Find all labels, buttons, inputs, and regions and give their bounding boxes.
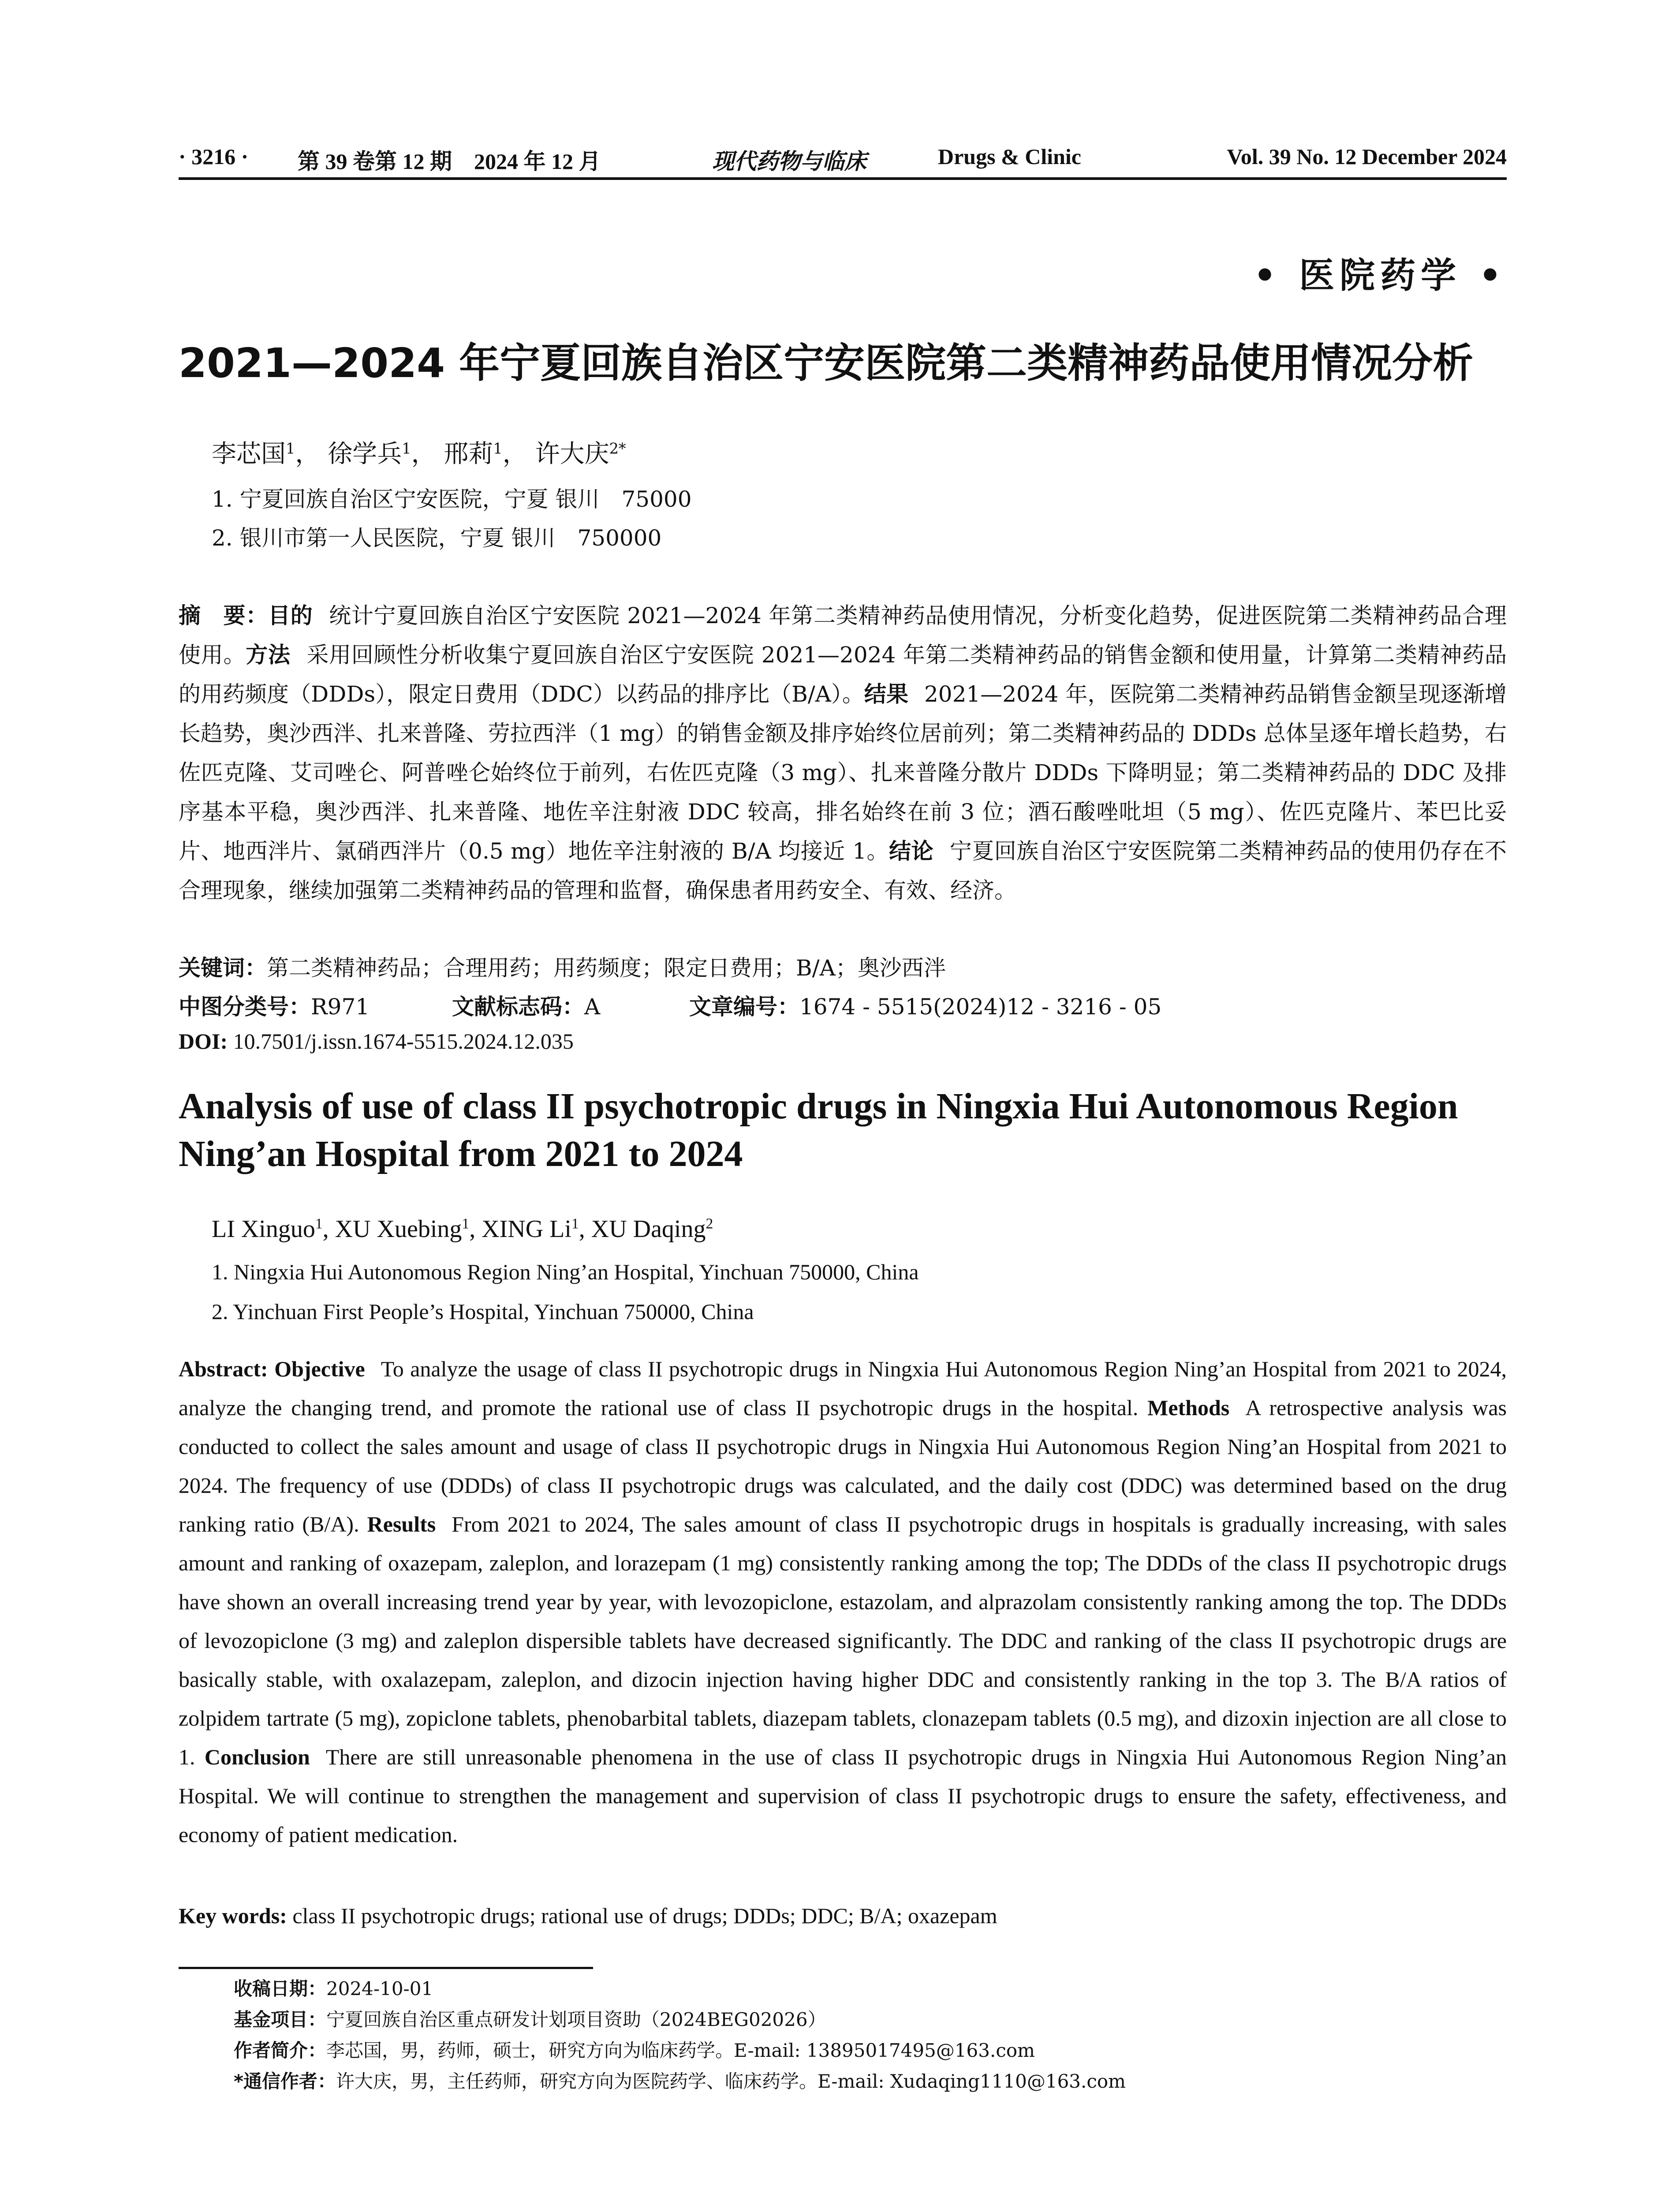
author-affil-mark: 1 [315, 1215, 323, 1232]
footnote-text: 李芯国，男，药师，硕士，研究方向为临床药学。E-mail: 13895017495@163.com [326, 2040, 1035, 2061]
footnote-label: 收稿日期： [234, 1978, 327, 1999]
results-label: Results [367, 1512, 436, 1536]
conclusion-text: There are still unreasonable phenomena in the use of class II psychotropic drugs in Ningxia Hui Autonomous Region Ning’an Hospital. We will continue to strengthen the management and supervision of class II psychotropic drugs to ensure the safety, effectiveness, and economy of patient medication. [179, 1745, 1507, 1847]
keywords-cn [179, 950, 946, 982]
author-affil-mark: 1 [493, 440, 503, 457]
objective-text: To analyze the usage of class II psychotropic drugs in Ningxia Hui Autonomous Region Ning’an Hospital from 2021 to 2024, analyze the changing trend, and promote the rational use of class II psychotropic drugs in the hospital. [179, 1357, 1507, 1420]
affiliation-cn: 2. 银川市第一人民医院，宁夏 银川 750000 [212, 525, 662, 551]
footnote-funding [234, 2004, 1126, 2035]
doi-label: DOI: [179, 1029, 228, 1054]
results-text: From 2021 to 2024, The sales amount of class II psychotropic drugs in hospitals is gradually increasing, with sales amount and ranking of oxazepam, zaleplon, and lorazepam (1 mg) consistently ranking among the top; The DDDs of the class II psychotropic drugs have shown an overall increasing trend year by year, with levozopiclone, estazolam, and alprazolam consistently ranking among the top. The DDDs of levozopiclone (3 mg) and zaleplon dispersible tablets have decreased significantly. The DDC and ranking of the class II psychotropic drugs are basically stable, with oxalazepam, zaleplon, and dizocin injection having higher DDC and consistently ranking in the top 3. The B/A ratios of zolpidem tartrate (5 mg), zopiclone tablets, phenobarbital tablets, diazepam tablets, clonazepam tablets (0.5 mg), and dizoxin injection are all close to 1. [179, 1512, 1507, 1769]
footnotes [234, 1973, 1126, 2097]
footnote-received [234, 1973, 1126, 2004]
abstract-label: Abstract: [179, 1357, 268, 1381]
affiliation-en: 2. Yinchuan First People’s Hospital, Yinchuan 750000, China [212, 1299, 754, 1324]
clc-value: R971 [311, 994, 370, 1020]
conclusion-label: Conclusion [204, 1745, 310, 1769]
abstract-cn [179, 596, 1507, 910]
author-name: XING Li [482, 1215, 571, 1243]
author-name: XU Daqing [591, 1215, 706, 1243]
clc-label: 中图分类号： [179, 994, 311, 1020]
article-title-cn: 2021—2024 年宁夏回族自治区宁安医院第二类精神药品使用情况分析 [179, 340, 1474, 387]
article-number-label: 文章编号： [689, 994, 799, 1020]
author-affil-mark: 2* [609, 440, 626, 457]
author-affil-mark: 1 [286, 440, 295, 457]
methods-text: 采用回顾性分析收集宁夏回族自治区宁安医院 2021—2024 年第二类精神药品的销售金额和使用量，计算第二类精神药品的用药频度（DDDs），限定日费用（DDC）以药品的排序比（B/A）。 [179, 642, 1507, 707]
conclusion-label: 结论 [889, 838, 934, 864]
abstract-label: 摘 要： [179, 603, 268, 628]
author-affil-mark: 1 [402, 440, 411, 457]
author-name: 徐学兵 [328, 440, 402, 468]
journal-name-en: Drugs & Clinic [938, 144, 1081, 169]
doi-line [179, 1028, 574, 1054]
classification-line [179, 989, 1161, 1021]
author-name: 李芯国 [212, 440, 286, 468]
author-affil-mark: 2 [706, 1215, 713, 1232]
abstract-en [179, 1349, 1507, 1854]
methods-label: 方法 [246, 642, 291, 668]
footnote-text: 2024-10-01 [326, 1978, 433, 1999]
footnote-corresponding-author [234, 2066, 1126, 2097]
author-name: XU Xuebing [335, 1215, 462, 1243]
keywords-en [179, 1903, 997, 1928]
running-header [179, 142, 1507, 180]
methods-label: Methods [1147, 1395, 1230, 1420]
page-number: · 3216 · [179, 144, 249, 169]
article-title-en: Analysis of use of class II psychotropic drugs in Ningxia Hui Autonomous Region Ning’an Hospital from 2021 to 2024 [179, 1086, 1458, 1174]
keywords-text: class II psychotropic drugs; rational use of drugs; DDDs; DDC; B/A; oxazepam [292, 1903, 997, 1928]
footnote-text: 宁夏回族自治区重点研发计划项目资助（2024BEG02026） [326, 2009, 826, 2030]
methods-text: A retrospective analysis was conducted to collect the sales amount and usage of class II psychotropic drugs in Ningxia Hui Autonomous Region Ning’an Hospital from 2021 to 2024. The frequency of use (DDDs) of class II psychotropic drugs was calculated, and the daily cost (DDC) was determined based on the drug ranking ratio (B/A). [179, 1395, 1507, 1536]
doi-value[interactable]: 10.7501/j.issn.1674-5515.2024.12.035 [233, 1029, 574, 1054]
doc-code-value: A [584, 994, 601, 1020]
results-label: 结果 [864, 681, 908, 707]
section-label: • 医院药学 • [1254, 254, 1507, 296]
footnote-label: 基金项目： [234, 2009, 327, 2030]
article-number-value: 1674 - 5515(2024)12 - 3216 - 05 [799, 994, 1162, 1020]
keywords-label: 关键词： [179, 955, 267, 981]
doc-code-label: 文献标志码： [452, 994, 584, 1020]
affiliation-cn: 1. 宁夏回族自治区宁安医院，宁夏 银川 75000 [212, 486, 692, 512]
footnote-author-bio [234, 2035, 1126, 2066]
author-name: LI Xinguo [212, 1215, 315, 1243]
objective-text: 统计宁夏回族自治区宁安医院 2021—2024 年第二类精神药品使用情况，分析变化趋势，促进医院第二类精神药品合理使用。 [179, 603, 1507, 668]
objective-label: Objective [274, 1357, 365, 1381]
journal-name-cn: 现代药物与临床 [712, 148, 866, 174]
keywords-text: 第二类精神药品；合理用药；用药频度；限定日费用；B/A；奥沙西泮 [267, 955, 946, 981]
author-affil-mark: 1 [571, 1215, 579, 1232]
volume-issue-en: Vol. 39 No. 12 December 2024 [1227, 144, 1507, 169]
footnote-label: 作者简介： [234, 2040, 327, 2061]
keywords-label: Key words: [179, 1903, 287, 1928]
results-text: 2021—2024 年，医院第二类精神药品销售金额呈现逐渐增长趋势，奥沙西泮、扎来普隆、劳拉西泮（1 mg）的销售金额及排序始终位居前列；第二类精神药品的 DDDs 总体呈逐年增长趋势，右佐匹克隆、艾司唑仑、阿普唑仑始终位于前列，右佐匹克隆（3 mg）、扎来普隆分散片 DDDs 下降明显；第二类精神药品的 DDC 及排序基本平稳，奥沙西泮、扎来普隆、地佐辛注射液 DDC 较高，排名始终在前 3 位；酒石酸唑吡坦（5 mg）、佐匹克隆片、苯巴比妥片、地西泮片、氯硝西泮片（0.5 mg）地佐辛注射液的 B/A 均接近 1。 [179, 681, 1507, 864]
footnote-text: 许大庆，男，主任药师，研究方向为医院药学、临床药学。E-mail: Xudaqing1110@163.com [336, 2070, 1126, 2092]
footnote-label: *通信作者： [234, 2070, 336, 2092]
author-list-en: LI Xinguo$^1$, XU Xuebing$^1$, XING Li$^1$, XU Daqing$^2$ [212, 1215, 713, 1243]
author-list-cn: 李芯国$^1$， 徐学兵$^1$， 邢莉$^1$， 许大庆$^{2*}$ [212, 440, 626, 468]
footnote-divider [179, 1967, 593, 1969]
conclusion-text: 宁夏回族自治区宁安医院第二类精神药品的使用仍存在不合理现象，继续加强第二类精神药品的管理和监督，确保患者用药安全、有效、经济。 [179, 838, 1507, 903]
objective-label: 目的 [268, 603, 313, 628]
author-name: 许大庆 [535, 440, 609, 468]
author-affil-mark: 1 [462, 1215, 470, 1232]
affiliation-en: 1. Ningxia Hui Autonomous Region Ning’an Hospital, Yinchuan 750000, China [212, 1259, 919, 1284]
author-name: 邢莉 [444, 440, 493, 468]
volume-issue-cn: 第 39 卷第 12 期 2024 年 12 月 [298, 149, 601, 174]
